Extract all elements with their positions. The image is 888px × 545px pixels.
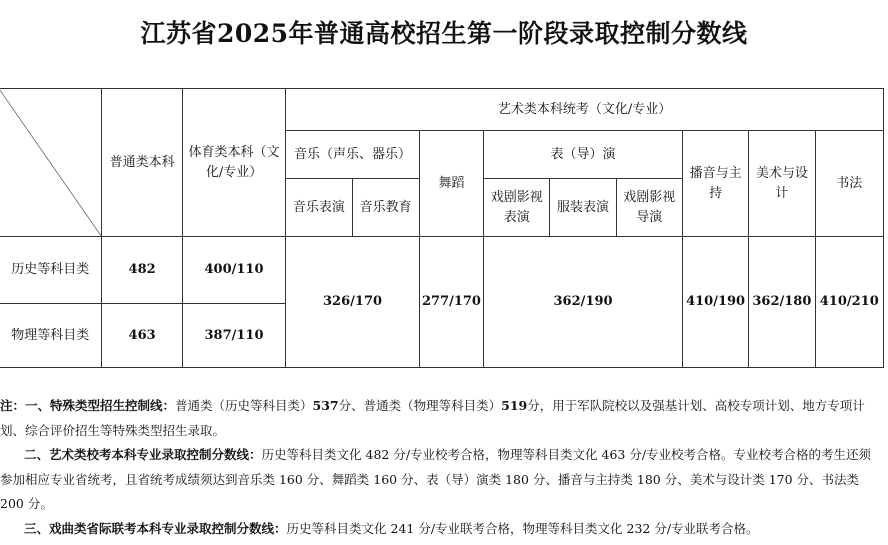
cell-history-general: 482 — [102, 237, 182, 304]
note-1-text-c: 分，用于军队院校以及强基计划、高校专项计划、地方专项计划、综合评价招生等特殊类型招生录取。 — [0, 398, 865, 438]
score-table — [0, 88, 884, 368]
note-2 — [0, 443, 880, 517]
cell-physics-general: 463 — [102, 304, 182, 368]
notes-section — [0, 394, 880, 541]
row-label-history: 历史等科目类 — [0, 237, 102, 304]
note-3 — [0, 517, 880, 542]
note-1-text-b: 分、普通类（物理等科目类） — [338, 398, 502, 413]
cell-calligraphy: 410/210 — [815, 237, 883, 368]
note-1-score-a: 537 — [312, 398, 339, 413]
header-sports: 体育类本科（文化/专业） — [182, 89, 285, 237]
page-title: 江苏省2025年普通高校招生第一阶段录取控制分数线 — [140, 19, 748, 48]
corner-diagonal-cell — [0, 89, 102, 237]
header-music: 音乐（声乐、器乐） — [286, 131, 420, 179]
header-drama: 表（导）演 — [484, 131, 683, 179]
header-costume: 服装表演 — [550, 179, 616, 237]
header-fine-art: 美术与设计 — [749, 131, 815, 237]
note-1-score-b: 519 — [501, 398, 528, 413]
note-2-text: 历史等科目类文化 482 分/专业校考合格，物理等科目类文化 463 分/专业校考合格。专业校考合格的考生还须参加相应专业省统考，且省统考成绩须达到音乐类 160 分、舞蹈类 160 分、表（导）演类 180 分、播音与主持类 180 分、美术与设计类 170 分、书法类 200 分。 — [0, 447, 872, 511]
cell-dance: 277/170 — [419, 237, 483, 368]
cell-music: 326/170 — [286, 237, 420, 368]
header-music-perform: 音乐表演 — [286, 179, 352, 237]
note-1-text-a: 普通类（历史等科目类） — [175, 398, 313, 413]
note-3-text: 历史等科目类文化 241 分/专业联考合格，物理等科目类文化 232 分/专业联考合格。 — [286, 520, 759, 536]
header-music-edu: 音乐教育 — [352, 179, 419, 237]
header-art: 艺术类本科统考（文化/专业） — [286, 89, 884, 131]
note-1-label: 注：一、特殊类型招生控制线： — [0, 398, 176, 413]
note-2-label: 二、艺术类校考本科专业录取控制分数线： — [24, 447, 262, 462]
header-general: 普通类本科 — [102, 89, 182, 237]
cell-history-sports: 400/110 — [182, 237, 285, 304]
header-dance: 舞蹈 — [419, 131, 483, 237]
row-label-physics: 物理等科目类 — [0, 304, 102, 368]
cell-drama: 362/190 — [484, 237, 683, 368]
cell-fine-art: 362/180 — [749, 237, 815, 368]
header-calligraphy: 书法 — [815, 131, 883, 237]
note-1 — [0, 394, 880, 443]
cell-physics-sports: 387/110 — [182, 304, 285, 368]
header-drama-director: 戏剧影视导演 — [616, 179, 682, 237]
cell-broadcast: 410/190 — [682, 237, 748, 368]
header-drama-film: 戏剧影视表演 — [484, 179, 550, 237]
note-3-label: 三、戏曲类省际联考本科专业录取控制分数线： — [24, 520, 287, 536]
header-broadcast: 播音与主持 — [682, 131, 748, 237]
